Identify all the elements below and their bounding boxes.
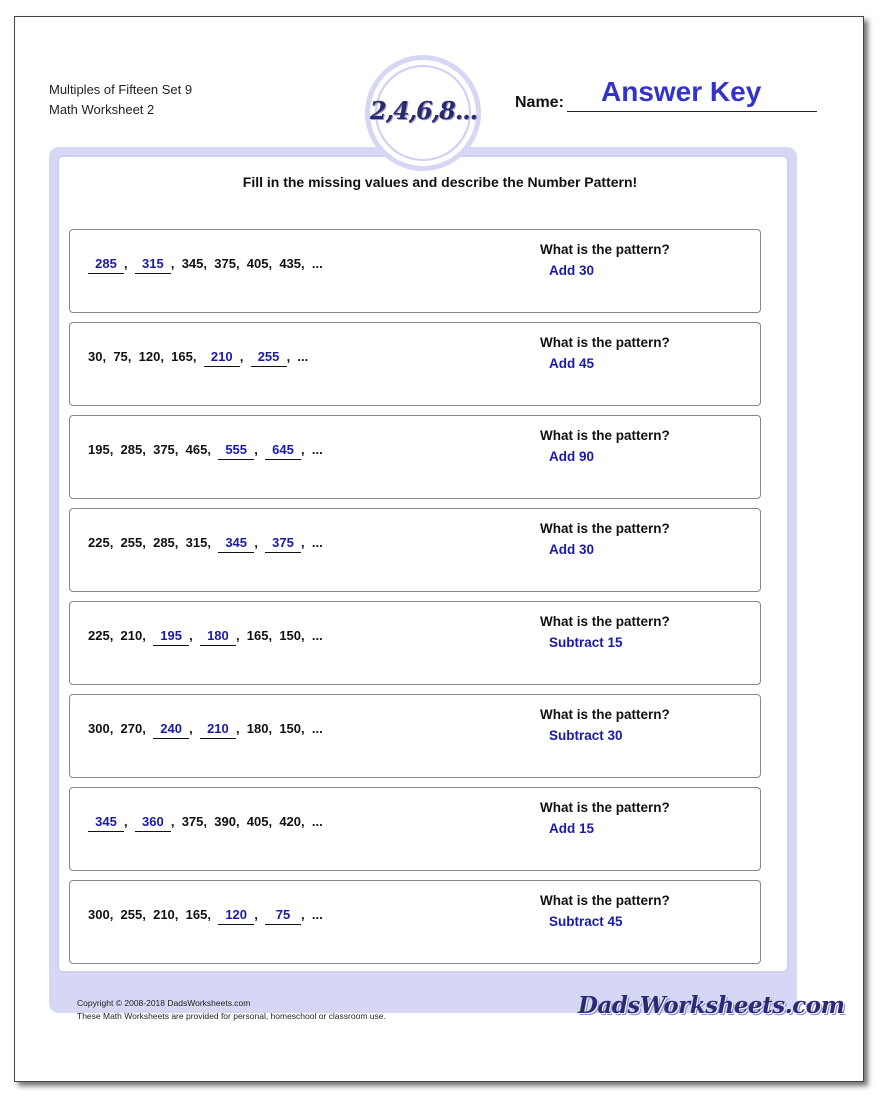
title-line-1: Multiples of Fifteen Set 9 [49,82,193,97]
sequence-number: 285 [120,442,143,457]
problem-box [69,880,761,964]
separator: , [301,814,312,829]
sequence-number: 375 [181,814,204,829]
sequence-number: 180 [246,721,269,736]
sequence-number: 405 [246,814,269,829]
sequence-number: 165 [185,907,208,922]
answer-blank[interactable]: 285 [88,256,124,274]
logo-text: 2,4,6,8... [370,96,477,125]
separator: , [203,814,215,829]
worksheet-title [49,80,192,120]
pattern-question: What is the pattern? [540,242,670,257]
title-line-2: Math Worksheet 2 [49,102,155,117]
pattern-answer[interactable]: Subtract 45 [549,914,623,929]
pattern-answer[interactable]: Subtract 15 [549,635,623,650]
sequence-number: 375 [153,442,175,457]
sequence-number: 165 [246,628,269,643]
pattern-question: What is the pattern? [540,521,670,536]
sequence-number: 270 [120,721,143,736]
sequence-number: 375 [214,256,236,271]
answer-blank[interactable]: 345 [88,814,124,832]
separator: , [207,535,219,550]
answer-blank[interactable]: 120 [218,907,254,925]
sequence-number: ... [311,721,323,736]
sequence-number: ... [311,907,323,922]
separator: , [203,256,215,271]
separator: , [301,442,312,457]
separator: , [142,721,154,736]
separator: , [207,442,219,457]
separator: , [102,349,114,364]
sequence-number: 465 [185,442,208,457]
separator: , [124,814,135,829]
separator: , [170,814,182,829]
sequence-number: 210 [120,628,143,643]
separator: , [254,907,266,922]
answer-blank[interactable]: 555 [218,442,254,460]
separator: , [286,349,298,364]
sequence-number: ... [297,349,309,364]
separator: , [189,721,200,736]
separator: , [189,628,200,643]
separator: , [142,628,154,643]
pattern-question: What is the pattern? [540,614,670,629]
separator: , [109,628,121,643]
separator: , [235,721,247,736]
separator: , [301,628,312,643]
sequence-number: 210 [153,907,175,922]
separator: , [235,628,247,643]
answer-blank[interactable]: 645 [265,442,301,460]
pattern-question: What is the pattern? [540,893,670,908]
name-field [515,76,817,112]
answer-blank[interactable]: 180 [200,628,236,646]
separator: , [301,721,312,736]
name-label: Name: [515,94,564,111]
separator: , [235,256,247,271]
answer-blank[interactable]: 360 [135,814,171,832]
sequence-number: 120 [138,349,161,364]
sequence-number: 150 [279,628,302,643]
pattern-answer[interactable]: Add 90 [549,449,595,464]
separator: , [109,907,121,922]
pattern-answer[interactable]: Add 30 [549,542,595,557]
sequence-number: 435 [279,256,302,271]
answer-blank[interactable]: 315 [135,256,171,274]
problem-box [69,601,761,685]
number-sequence [88,442,323,460]
separator: , [109,442,121,457]
problem-box [69,694,761,778]
sequence-number: 225 [88,535,110,550]
pattern-answer[interactable]: Add 15 [549,821,595,836]
pattern-question: What is the pattern? [540,800,670,815]
logo-badge [365,55,481,171]
pattern-answer[interactable]: Add 45 [549,356,595,371]
number-sequence [88,721,323,739]
name-underline [567,111,817,112]
brand-logo: DadsWorksheets.com [578,992,845,1019]
separator: , [301,907,312,922]
pattern-question: What is the pattern? [540,428,670,443]
answer-key-label: Answer Key [601,76,762,107]
separator: , [142,535,154,550]
sequence-number: 165 [171,349,193,364]
sequence-number: 75 [113,349,128,364]
number-sequence [88,628,323,646]
separator: , [268,256,280,271]
answer-blank[interactable]: 255 [251,349,287,367]
separator: , [254,535,266,550]
footer-copyright [77,997,386,1023]
separator: , [207,907,219,922]
sequence-number: ... [311,628,323,643]
answer-blank[interactable]: 240 [153,721,189,739]
instructions: Fill in the missing values and describe the Number Pattern! [242,174,638,190]
separator: , [160,349,172,364]
problem-box [69,508,761,592]
separator: , [254,442,266,457]
separator: , [109,535,121,550]
sequence-number: ... [311,256,323,271]
separator: , [268,628,280,643]
separator: , [192,349,204,364]
sequence-number: 255 [120,907,143,922]
sequence-number: ... [311,442,323,457]
separator: , [170,256,182,271]
problem-box [69,787,761,871]
usage-notice: These Math Worksheets are provided for personal, homeschool or classroom use. [77,1011,386,1021]
separator: , [174,535,186,550]
number-sequence [88,256,323,274]
sequence-number: 300 [88,907,110,922]
sequence-number: 195 [88,442,110,457]
problem-box [69,229,761,313]
sequence-number: 255 [120,535,143,550]
separator: , [239,349,251,364]
answer-blank[interactable]: 75 [265,907,301,925]
sequence-number: 300 [88,721,110,736]
answer-blank[interactable]: 195 [153,628,189,646]
separator: , [268,814,280,829]
pattern-question: What is the pattern? [540,335,670,350]
separator: , [127,349,139,364]
number-sequence [88,349,308,367]
separator: , [124,256,135,271]
pattern-question: What is the pattern? [540,707,670,722]
sequence-number: 285 [153,535,175,550]
sequence-number: 405 [246,256,269,271]
answer-blank[interactable]: 210 [204,349,240,367]
answer-blank[interactable]: 375 [265,535,301,553]
separator: , [235,814,247,829]
sequence-number: ... [311,535,323,550]
separator: , [301,256,312,271]
copyright-text: Copyright © 2008-2018 DadsWorksheets.com [77,998,251,1008]
problem-box [69,322,761,406]
separator: , [174,907,186,922]
problem-box [69,415,761,499]
separator: , [109,721,121,736]
number-sequence [88,907,323,925]
sequence-number: 390 [214,814,236,829]
answer-blank[interactable]: 345 [218,535,254,553]
sequence-number: 420 [279,814,302,829]
separator: , [268,721,280,736]
number-sequence [88,535,323,553]
separator: , [174,442,186,457]
sequence-number: ... [311,814,323,829]
separator: , [301,535,312,550]
pattern-answer[interactable]: Subtract 30 [549,728,623,743]
separator: , [142,907,154,922]
sequence-number: 315 [185,535,208,550]
answer-blank[interactable]: 210 [200,721,236,739]
sequence-number: 150 [279,721,302,736]
sequence-number: 30 [88,349,103,364]
sequence-number: 345 [181,256,204,271]
pattern-answer[interactable]: Add 30 [549,263,595,278]
separator: , [142,442,154,457]
sequence-number: 225 [88,628,110,643]
number-sequence [88,814,323,832]
